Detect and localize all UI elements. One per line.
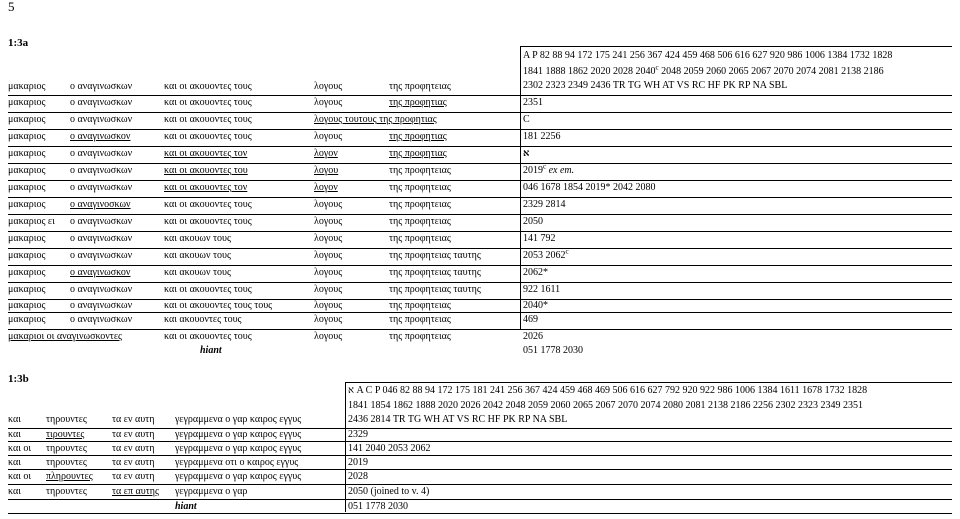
variant-word: ο αναγινωσκων [70,81,133,92]
variant-word: και ακουων τους [164,267,231,278]
variant-word: της προφητειας [389,216,451,227]
variant-word: και οι ακουοντες τους [164,216,252,227]
variant-word: γεγραμμενα οτι ο καιρος εγγυς [175,457,299,468]
variant-word: τα εν αυτη [112,414,155,425]
variant-word: μακαριος ει [8,216,55,227]
variant-word: της προφητιας [389,148,447,159]
variant-word: λογους [314,233,343,244]
variant-word: της προφητειας [389,300,451,311]
variant-word: της προφητειας [389,182,451,193]
witness-list: 2050 [523,216,543,227]
variant-word: τα εν αυτη [112,443,155,454]
witness-list: א [523,148,530,159]
variant-word: και οι ακουοντες του [164,165,248,176]
page-number: 5 [8,0,15,14]
witness-list: 2040* [523,300,548,311]
variant-word: ο αναγινωσκων [70,182,133,193]
variant-word: ο αναγινωσκων [70,314,133,325]
witness-list: 2329 [348,429,368,440]
variant-word: τηρουντες [46,486,87,497]
header-witnesses: 2302 2323 2349 2436 TR TG WH AT VS RC HF PK RP NA SBL [523,80,788,91]
variant-word: λογους [314,267,343,278]
variant-word: της προφητειας [389,81,451,92]
variant-word: και οι ακουοντες τους [164,97,252,108]
variant-word: λογον [314,148,338,159]
hiant-label: hiant [200,345,222,356]
variant-word: τιρουντες [46,429,85,440]
variant-word: ο αναγινωσκον [70,267,131,278]
header-witnesses: A P 82 88 94 172 175 241 256 367 424 459 468 506 616 627 920 986 1006 1384 1732 1828 [523,50,893,61]
variant-word: ο αναγινωσκων [70,300,133,311]
variant-word: μακαριος [8,182,46,193]
variant-word: ο αναγινωσκων [70,216,133,227]
witness-list: 2329 2814 [523,199,566,210]
variant-word: τα εν αυτη [112,457,155,468]
variant-word: μακαριος [8,233,46,244]
variant-word: τα εν αυτη [112,471,155,482]
variant-word: γεγραμμενα ο γαρ [175,486,248,497]
variant-word: της προφητειας ταυτης [389,250,481,261]
witness-list: 141 2040 2053 2062 [348,443,431,454]
variant-word: λογους [314,216,343,227]
variant-word: λογους [314,331,343,342]
section-a-heading: 1:3a [8,37,29,49]
variant-word: λογους [314,250,343,261]
witness-list: 2028 [348,471,368,482]
variant-word: γεγραμμενα ο γαρ καιρος εγγυς [175,429,302,440]
witness-list: 2053 2062$^c$ [523,247,569,261]
variant-word: της προφητειας [389,199,451,210]
variant-word: τηρουντες [46,443,87,454]
witness-list: 141 792 [523,233,556,244]
header-witnesses: 2436 2814 TR TG WH AT VS RC HF PK RP NA SBL [348,414,568,425]
variant-word: μακαριος [8,250,46,261]
variant-word: ο αναγινωσκων [70,250,133,261]
variant-word: και οι ακουοντες τους [164,284,252,295]
witness-list: 046 1678 1854 2019* 2042 2080 [523,182,656,193]
witness-list: 051 1778 2030 [348,501,408,512]
witness-list: 051 1778 2030 [523,345,583,356]
witness-list: 2019$^c$ ex em. [523,162,575,176]
witness-list: 2062* [523,267,548,278]
variant-word: και [8,429,21,440]
variant-word: της προφητιας [389,131,447,142]
variant-word: λογους [314,131,343,142]
variant-word: ο αναγινωσκων [70,114,133,125]
variant-word: ο αναγινοσκων [70,199,131,210]
witness-list: 2050 (joined to v. 4) [348,486,430,497]
variant-word: ο αναγινωσκων [70,97,133,108]
variant-word: και οι ακουοντες τους τους [164,300,273,311]
variant-word: και οι ακουοντες τους [164,114,252,125]
variant-word: και οι ακουοντες τους [164,81,252,92]
variant-word: ο αναγινωσκον [70,131,131,142]
variant-word: μακαριος [8,314,46,325]
variant-word: λογους [314,97,343,108]
variant-word: λογους [314,81,343,92]
variant-word: λογου [314,165,339,176]
variant-word: γεγραμμενα ο γαρ καιρος εγγυς [175,471,302,482]
witness-list: 922 1611 [523,284,561,295]
variant-word: μακαριος [8,131,46,142]
variant-word: λογους [314,314,343,325]
variant-word: και [8,486,21,497]
variant-word: της προφητειας [389,233,451,244]
variant-word: πληρουντες [46,471,93,482]
hiant-label: hiant [175,501,197,512]
variant-word: μακαριος [8,199,46,210]
variant-word: μακαριος [8,300,46,311]
variant-word: λογους [314,199,343,210]
variant-word: τα εν αυτη [112,429,155,440]
variant-word: ο αναγινωσκων [70,284,133,295]
header-witnesses: א A C P 046 82 88 94 172 175 181 241 256 367 424 459 468 469 506 616 627 792 920 922 986 1006 1384 1611 1678 1732 1828 [348,385,868,396]
variant-word: λογον [314,182,338,193]
witness-list: C [523,114,530,125]
variant-word: της προφητειας [389,314,451,325]
variant-word: και οι ακουοντες τον [164,148,248,159]
variant-word: και οι ακουοντες τους [164,199,252,210]
variant-word: ο αναγινωσκων [70,233,133,244]
variant-word: ο αναγινωσκων [70,165,133,176]
variant-word: και ακουων τους [164,233,231,244]
variant-word: της προφητειας [389,331,451,342]
variant-word: και ακουων τους [164,250,231,261]
variant-word: λογους [314,300,343,311]
variant-word: τηρουντες [46,414,87,425]
variant-word: ο αναγινωσκων [70,148,133,159]
variant-word: και οι ακουοντες τον [164,182,248,193]
variant-word: λογους τουτους της προφητιας [314,114,437,125]
section-b-heading: 1:3b [8,373,29,385]
variant-word: τα επ αυτης [112,486,159,497]
variant-word: μακαριος [8,97,46,108]
witness-list: 2026 [523,331,543,342]
variant-word: μακαριοι οι αναγινωσκοντες [8,331,122,342]
header-witnesses: 1841 1854 1862 1888 2020 2026 2042 2048 2059 2060 2065 2067 2070 2074 2080 2081 2138 2186 2256 2302 2323 2349 2351 [348,400,863,411]
variant-word: μακαριος [8,114,46,125]
variant-word: και οι ακουοντες τους [164,331,252,342]
variant-word: λογους [314,284,343,295]
variant-word: και [8,457,21,468]
witness-list: 181 2256 [523,131,561,142]
variant-word: μακαριος [8,148,46,159]
variant-word: και οι [8,471,32,482]
variant-word: και ακουοντες τους [164,314,242,325]
variant-word: της προφητειας ταυτης [389,267,481,278]
variant-word: της προφητιας [389,97,447,108]
variant-word: μακαριος [8,284,46,295]
variant-word: γεγραμμενα ο γαρ καιρος εγγυς [175,443,302,454]
variant-word: και οι [8,443,32,454]
witness-list: 2351 [523,97,543,108]
variant-word: της προφητειας ταυτης [389,284,481,295]
witness-list: 2019 [348,457,368,468]
header-witnesses: 1841 1888 1862 2020 2028 2040$^c$ 2048 2059 2060 2065 2067 2070 2074 2081 2138 2186 [523,63,884,77]
variant-word: γεγραμμενα ο γαρ καιρος εγγυς [175,414,302,425]
variant-word: της προφητειας [389,165,451,176]
variant-word: μακαριος [8,267,46,278]
variant-word: μακαριος [8,165,46,176]
variant-word: τηρουντες [46,457,87,468]
witness-list: 469 [523,314,538,325]
variant-word: μακαριος [8,81,46,92]
variant-word: και οι ακουοντες τους [164,131,252,142]
variant-word: και [8,414,21,425]
